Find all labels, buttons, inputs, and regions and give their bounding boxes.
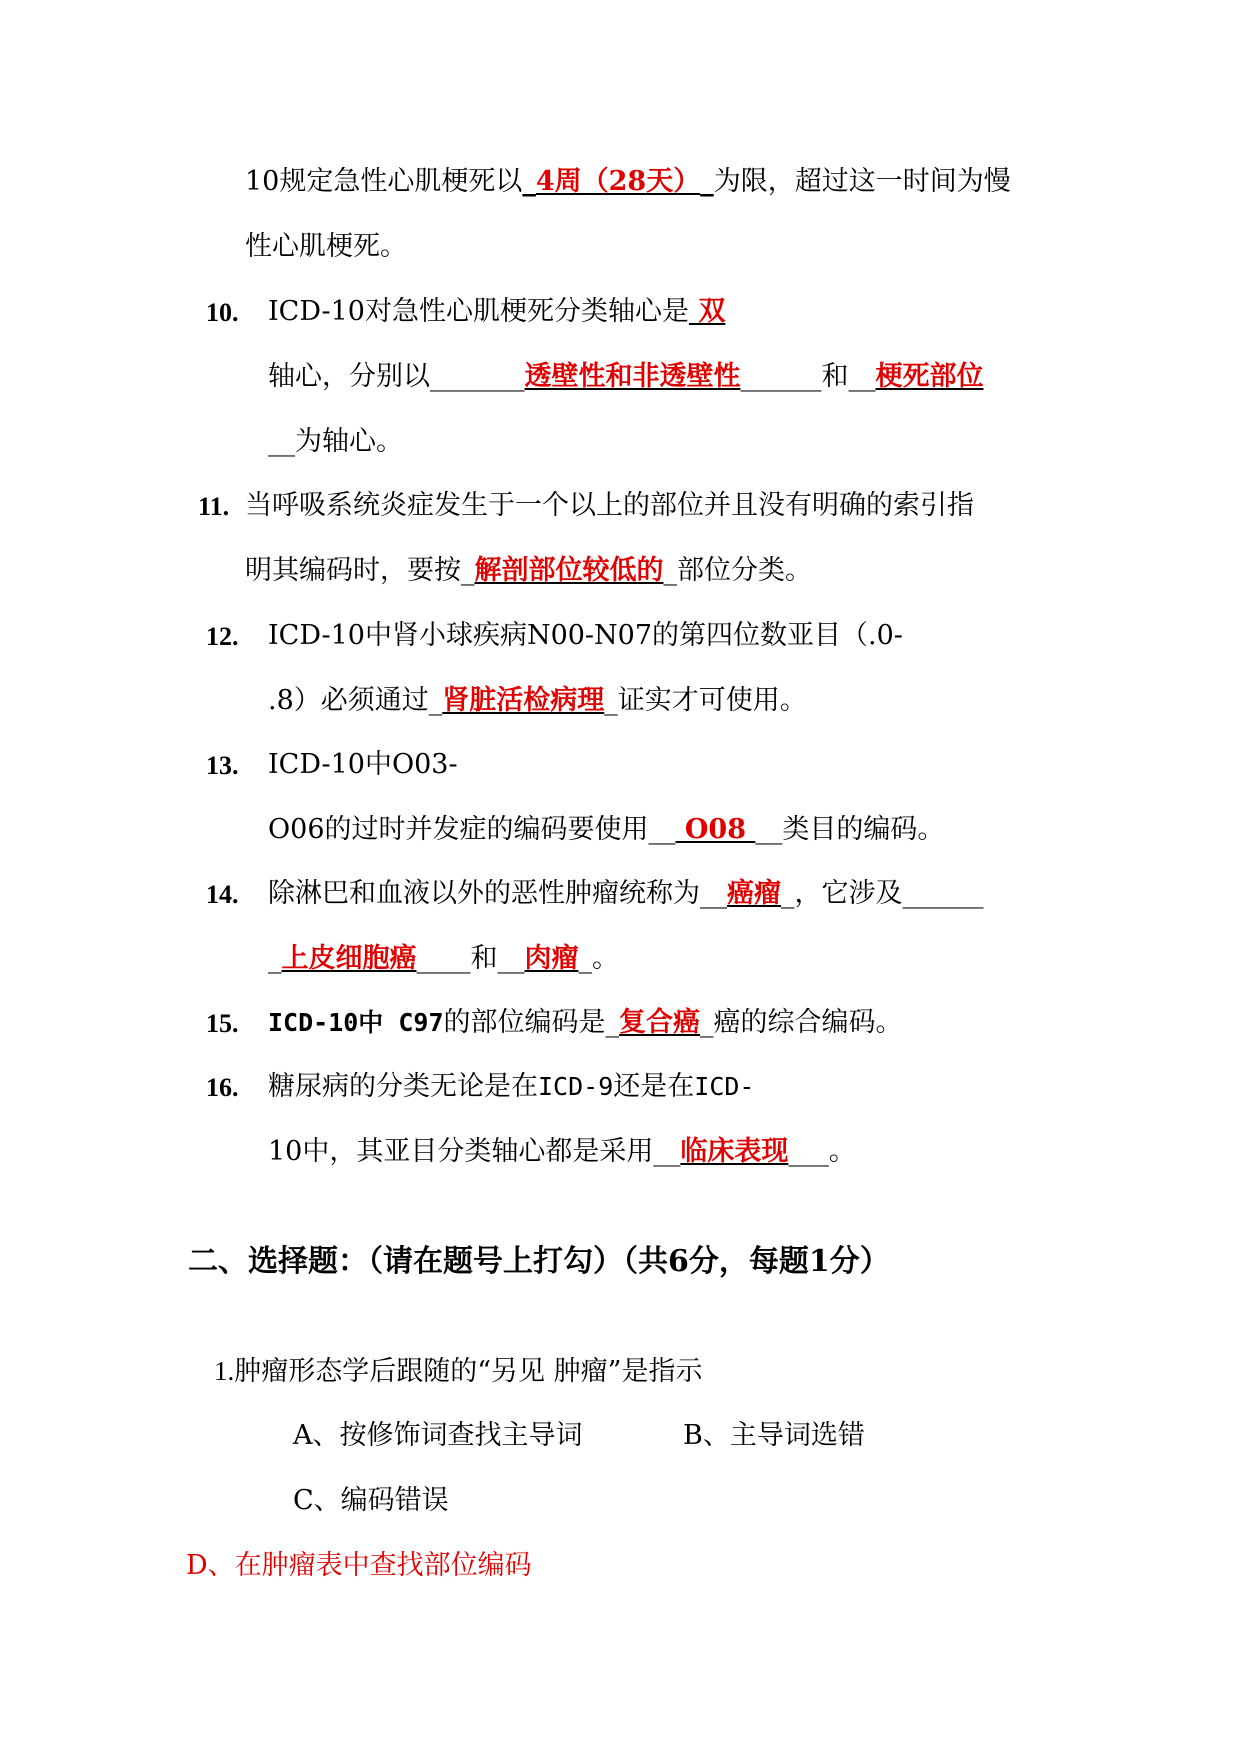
q10-line2 [268, 357, 984, 397]
mc1-option-d[interactable]: D、在肿瘤表中查找部位编码 [186, 1550, 532, 1581]
q14-blank: _ [781, 878, 795, 909]
q9-blank: _ [700, 166, 714, 197]
mc1-option-a[interactable]: A、按修饰词查找主导词 [293, 1420, 583, 1451]
q12-answer: 肾脏活检病理 [442, 685, 605, 716]
q11-line2 [245, 551, 812, 591]
q15-text: 癌的综合编码。 [713, 1007, 903, 1038]
q14-line2 [268, 939, 619, 979]
q13-blank: __ [755, 814, 783, 845]
q16-text: 10中，其亚目分类轴心都是采用 [268, 1136, 654, 1167]
q13-blank: __ [648, 814, 676, 845]
q12-blank: _ [604, 685, 618, 716]
q14-answer: 上皮细胞癌 [281, 943, 417, 974]
q15-answer: 复合癌 [619, 1007, 701, 1038]
q15-code: ICD-10中 C97 [268, 1008, 444, 1037]
q12-text: .8）必须通过 [268, 685, 429, 716]
q15-blank: _ [700, 1007, 714, 1038]
q13-answer: O08 [675, 814, 756, 845]
q13-line2 [268, 810, 944, 850]
question-number: 15. [206, 1009, 239, 1038]
q16-text: 糖尿病的分类无论是在 [268, 1071, 538, 1102]
mc1-option-c[interactable]: C、编码错误 [293, 1485, 449, 1516]
q11-answer: 解剖部位较低的 [474, 555, 664, 586]
q14-text: 除淋巴和血液以外的恶性肿瘤统称为 [268, 878, 700, 909]
q16-blank: __ [653, 1136, 681, 1167]
q9-line1 [245, 162, 1011, 202]
q10-text: 和 [821, 361, 849, 392]
question-number: 16. [206, 1073, 239, 1102]
mc1-option-b[interactable]: B、主导词选错 [683, 1420, 865, 1451]
q10-answer: 透壁性和非透壁性 [524, 361, 741, 392]
q14-text: ，它涉及 [794, 878, 903, 909]
q14-answer: 肉瘤 [524, 943, 579, 974]
q14-blank: ______ [902, 878, 984, 909]
q11-text: 部位分类。 [677, 555, 812, 586]
q16-blank: ___ [788, 1136, 829, 1167]
q11-blank: _ [461, 555, 475, 586]
q9-text: 为限，超过这一时间为慢 [713, 166, 1011, 197]
q16-line1 [268, 1067, 754, 1107]
q14-blank: __ [497, 943, 525, 974]
question-number: 10. [206, 298, 239, 327]
q10-blank: __ [268, 426, 295, 457]
q16-text: 还是在 [613, 1071, 695, 1102]
question-number: 11. [198, 492, 230, 521]
q9-blank: _ [522, 166, 536, 197]
mc1-stem [214, 1351, 702, 1392]
q9-line2: 性心肌梗死。 [245, 231, 407, 262]
q16-code: ICD-9 [538, 1072, 614, 1101]
q13-line1: ICD-10中O03- [268, 749, 458, 780]
q16-line2 [268, 1132, 856, 1172]
question-number: 12. [206, 622, 239, 651]
q12-line1: ICD-10中肾小球疾病N00-N07的第四位数亚目（.0- [268, 620, 903, 651]
q16-text: 。 [828, 1136, 856, 1167]
q9-text: 10规定急性心肌梗死以 [245, 166, 523, 197]
q10-blank: ______ [740, 361, 822, 392]
section-heading: 二、选择题：（请在题号上打勾）（共6分，每题1分） [188, 1244, 890, 1279]
q15-text: 的部位编码是 [443, 1007, 606, 1038]
question-number: 14. [206, 880, 239, 909]
q16-code: ICD- [694, 1072, 755, 1101]
q10-answer: 双 [688, 296, 726, 327]
q14-blank: _ [578, 943, 592, 974]
q15-line [268, 1003, 903, 1043]
q13-text: O06的过时并发症的编码要使用 [268, 814, 649, 845]
q11-blank: _ [663, 555, 677, 586]
q10-text: 轴心，分别以 [268, 361, 430, 392]
q10-text: ICD-10对急性心肌梗死分类轴心是 [268, 296, 689, 327]
q11-line1: 当呼吸系统炎症发生于一个以上的部位并且没有明确的索引指 [245, 490, 974, 521]
q10-line3 [268, 422, 403, 462]
q11-text: 明其编码时，要按 [245, 555, 461, 586]
q14-blank: ____ [416, 943, 471, 974]
q14-text: 。 [592, 943, 619, 974]
q12-text: 证实才可使用。 [617, 685, 807, 716]
q12-line2 [268, 681, 807, 721]
q16-answer: 临床表现 [680, 1136, 789, 1167]
q15-blank: _ [605, 1007, 620, 1038]
q10-blank: __ [848, 361, 876, 392]
q14-line1 [268, 874, 984, 914]
q9-answer: 4周（28天） [535, 166, 701, 197]
q13-text: 类目的编码。 [782, 814, 945, 845]
q14-answer: 癌瘤 [727, 878, 781, 909]
q10-line1 [268, 292, 725, 332]
mc1-stem-text: 肿瘤形态学后跟随的“另见 肿瘤”是指示 [234, 1356, 703, 1387]
question-number: 13. [206, 751, 239, 780]
q14-blank: __ [700, 878, 727, 909]
question-number: 1. [214, 1356, 235, 1386]
q12-blank: _ [428, 685, 443, 716]
q10-text: 为轴心。 [295, 426, 403, 457]
q14-blank: _ [268, 943, 282, 974]
q10-blank: _______ [430, 361, 525, 392]
q14-text: 和 [470, 943, 498, 974]
q10-answer: 梗死部位 [875, 361, 984, 392]
